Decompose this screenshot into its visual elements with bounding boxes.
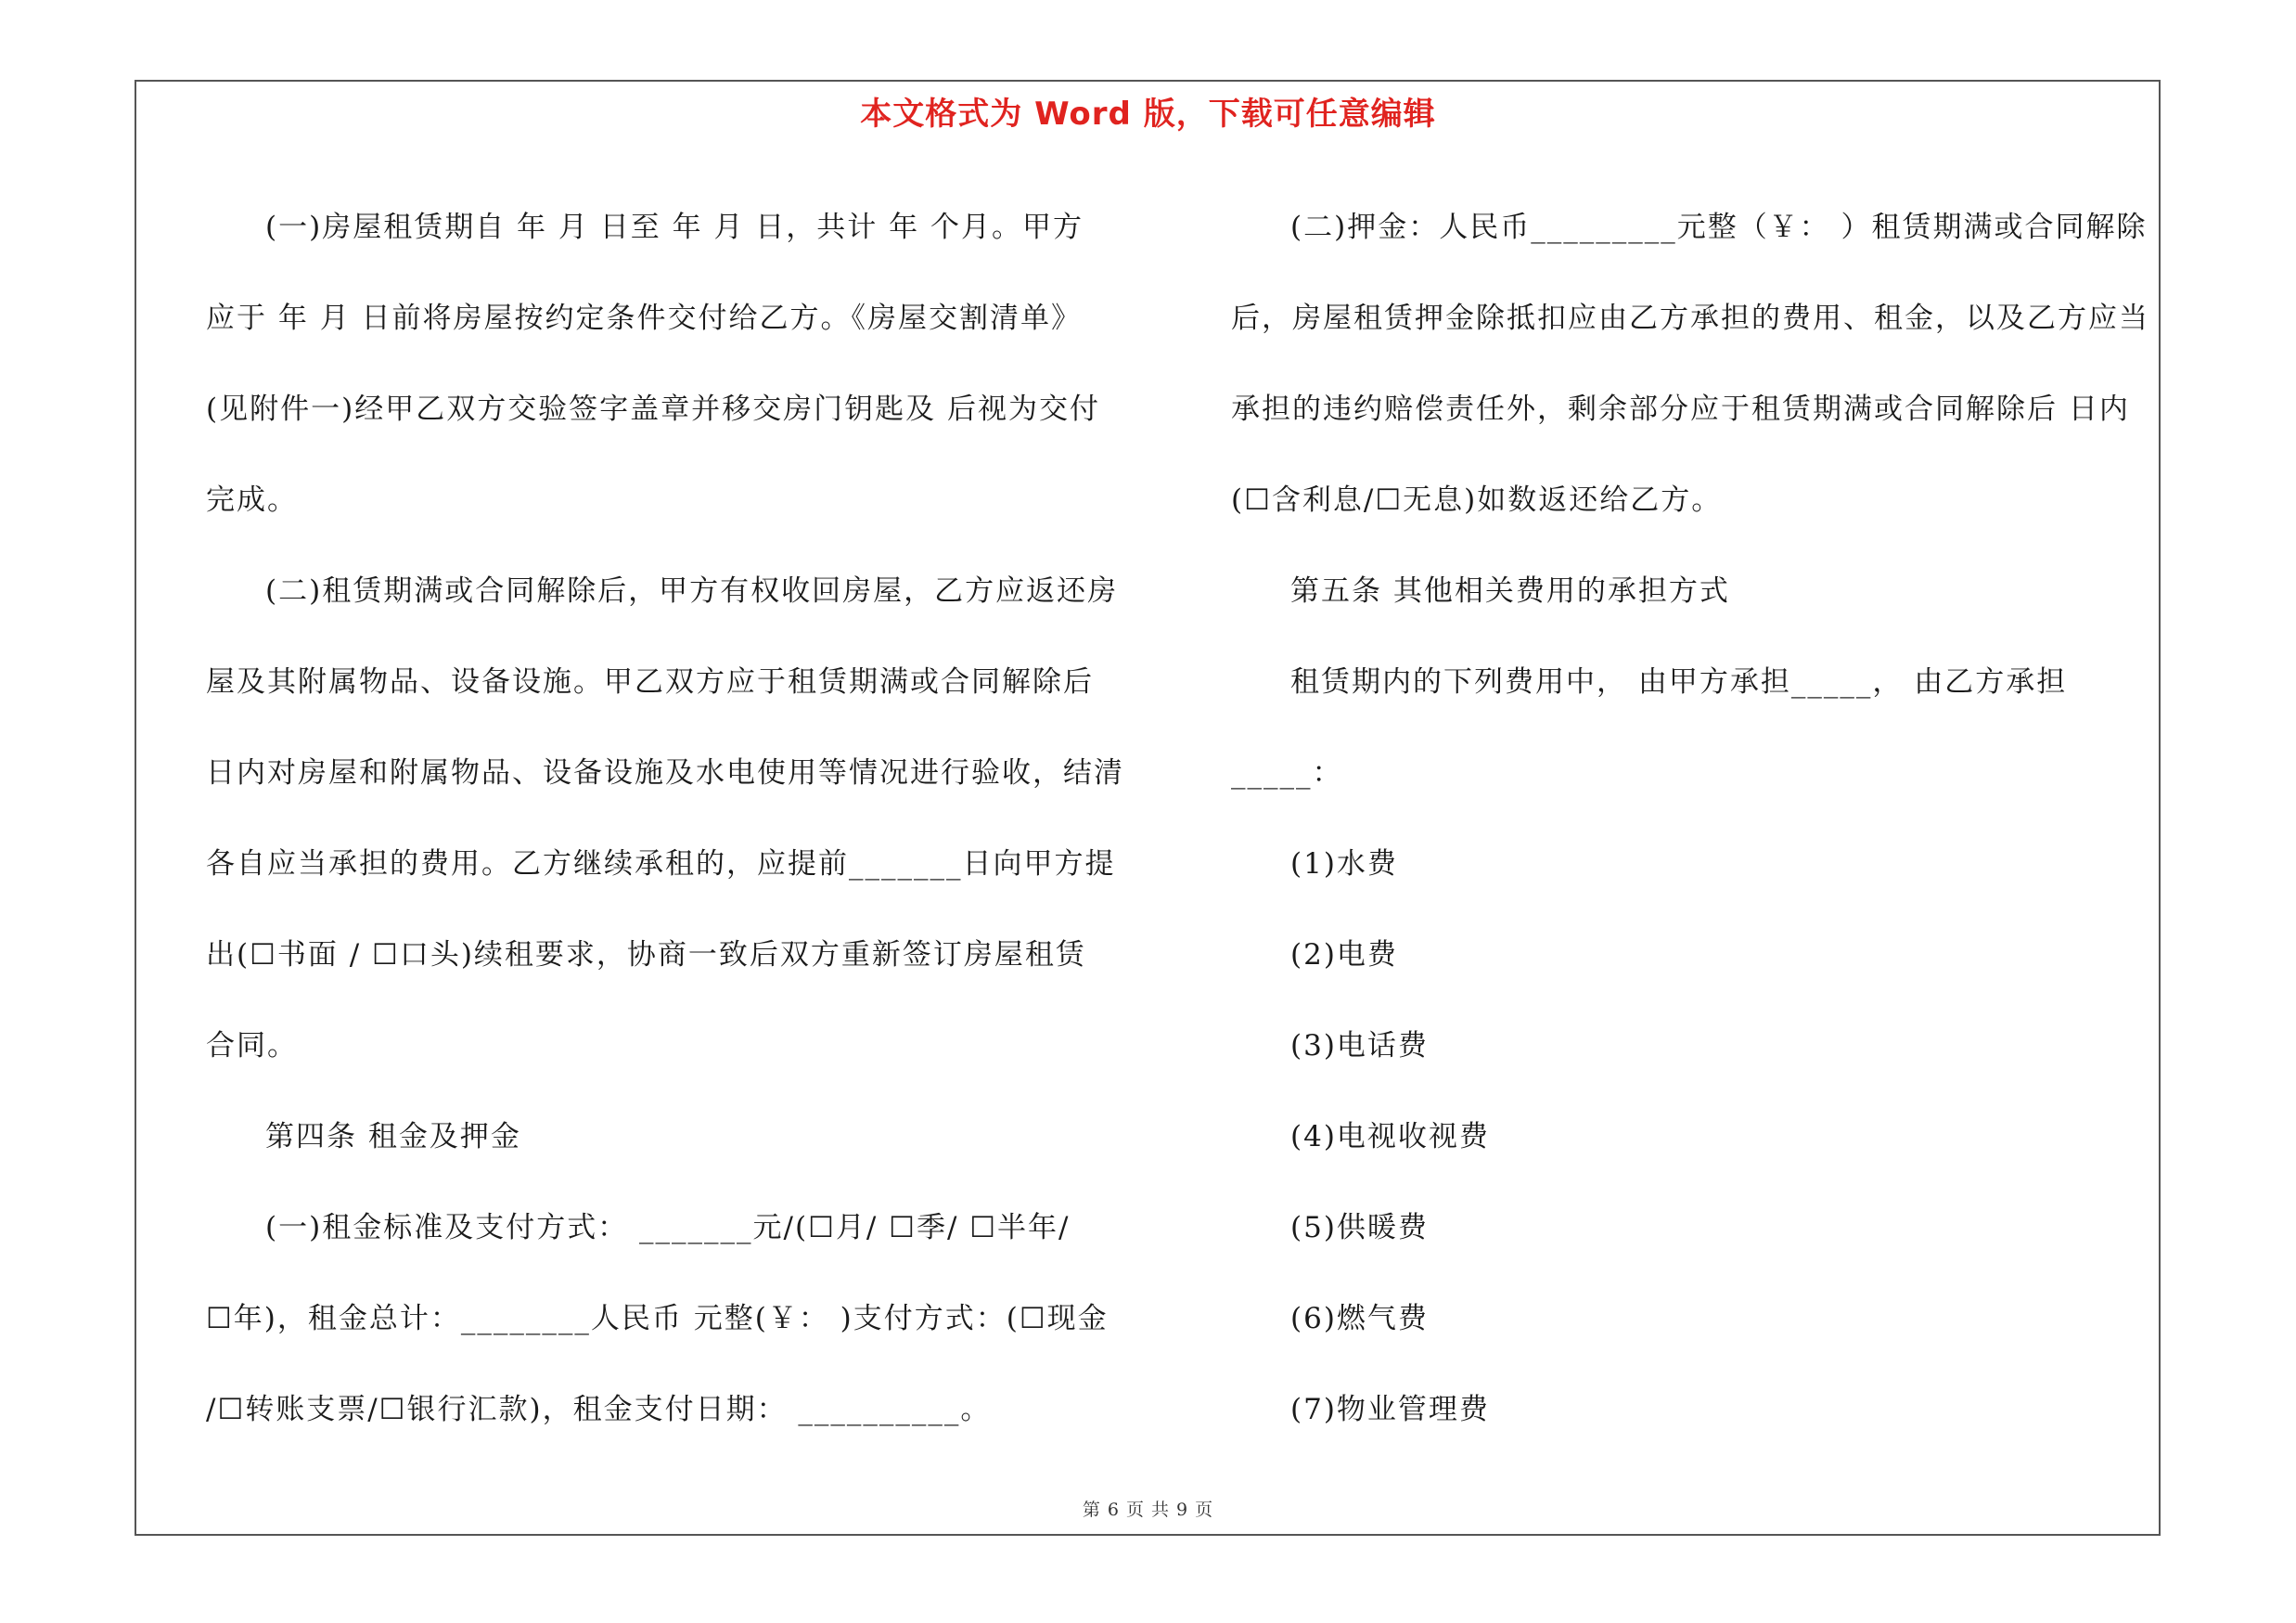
- right-paragraph-line: (1)水费: [1290, 847, 1398, 881]
- right-column: [1231, 182, 2159, 1455]
- left-paragraph-line: 日内对房屋和附属物品、设备设施及水电使用等情况进行验收，结清: [206, 756, 1124, 790]
- left-paragraph-line: (二)租赁期满或合同解除后，甲方有权收回房屋，乙方应返还房: [265, 574, 1119, 608]
- left-paragraph-line: (一)租金标准及支付方式： _______元/(☐月/ ☐季/ ☐半年/: [265, 1211, 1071, 1244]
- left-paragraph-line: 完成。: [206, 483, 298, 517]
- right-paragraph-line: _____：: [1231, 756, 1343, 790]
- right-paragraph-line: (二)押金：人民币_________元整（￥： ）租赁期满或合同解除: [1290, 211, 2148, 244]
- left-paragraph-line: 出(☐书面 / ☐口头)续租要求，协商一致后双方重新签订房屋租赁: [206, 938, 1086, 972]
- right-paragraph-line: (6)燃气费: [1290, 1302, 1429, 1335]
- left-paragraph-line: /☐转账支票/☐银行汇款)，租金支付日期： __________。: [206, 1393, 992, 1426]
- right-paragraph-line: 后，房屋租赁押金除抵扣应由乙方承担的费用、租金，以及乙方应当: [1231, 302, 2149, 335]
- left-paragraph-line: 应于 年 月 日前将房屋按约定条件交付给乙方。《房屋交割清单》: [206, 302, 1083, 335]
- left-paragraph-line: (见附件一)经甲乙双方交验签字盖章并移交房门钥匙及 后视为交付: [206, 393, 1101, 426]
- left-paragraph-line: 各自应当承担的费用。乙方继续承租的，应提前_______日向甲方提: [206, 847, 1116, 881]
- left-paragraph-line: (一)房屋租赁期自 年 月 日至 年 月 日，共计 年 个月。甲方: [265, 211, 1084, 244]
- right-paragraph-line: (2)电费: [1290, 938, 1398, 972]
- right-paragraph-line: (5)供暖费: [1290, 1211, 1429, 1244]
- right-paragraph-line: (4)电视收视费: [1290, 1120, 1490, 1153]
- left-paragraph-line: ☐年)，租金总计：________人民币 元整(￥： )支付方式：(☐现金: [206, 1302, 1109, 1335]
- right-paragraph-line: (3)电话费: [1290, 1029, 1429, 1063]
- page-number-footer: 第 6 页 共 9 页: [1082, 1500, 1214, 1520]
- right-paragraph-line: (7)物业管理费: [1290, 1393, 1490, 1426]
- left-paragraph-line: 合同。: [206, 1029, 298, 1063]
- format-banner: 本文格式为 Word 版，下载可任意编辑: [860, 96, 1436, 133]
- right-paragraph-line: 第五条 其他相关费用的承担方式: [1290, 574, 1730, 608]
- left-paragraph-line: 屋及其附属物品、设备设施。甲乙双方应于租赁期满或合同解除后: [206, 665, 1094, 699]
- left-paragraph-line: 第四条 租金及押金: [265, 1120, 521, 1153]
- right-paragraph-line: 承担的违约赔偿责任外，剩余部分应于租赁期满或合同解除后 日内: [1231, 393, 2130, 426]
- right-paragraph-line: 租赁期内的下列费用中， 由甲方承担_____， 由乙方承担: [1290, 665, 2068, 699]
- left-column: [206, 182, 1143, 1455]
- right-paragraph-line: (☐含利息/☐无息)如数返还给乙方。: [1231, 483, 1723, 517]
